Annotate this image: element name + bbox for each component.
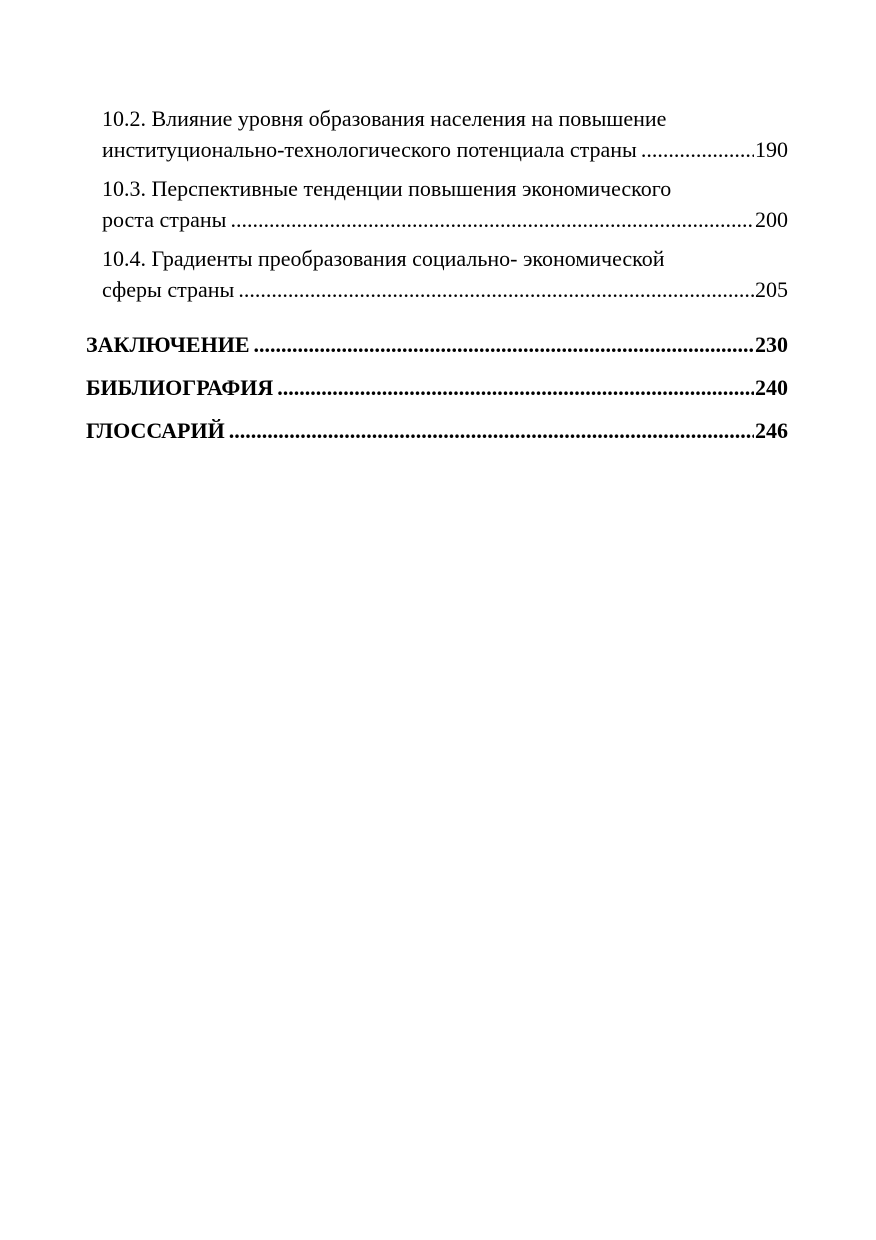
dot-leader [277,372,754,403]
toc-entry-10-2 [86,103,788,165]
dot-leader [254,329,755,360]
toc-entry-page-number: 200 [755,207,788,232]
dot-leader [238,274,754,305]
dot-leader [230,204,754,235]
toc-entry-leader-line [102,204,788,235]
toc-entry-title-line2: роста страны [102,207,227,232]
toc-entry-page-number: 240 [755,375,788,400]
toc-entry-10-4 [86,243,788,305]
dot-leader [229,415,754,446]
toc-entry-title-line1: 10.3. Перспективные тенденции повышения экономического [102,176,672,201]
toc-entry-glossary [86,415,788,446]
toc-entry-leader-line [102,134,788,165]
toc-entry-10-3 [86,173,788,235]
dot-leader [641,134,754,165]
toc-entry-title-line2: сферы страны [102,277,235,302]
toc-entry-title: ГЛОССАРИЙ [86,418,225,443]
toc-entry-title-line1: 10.4. Градиенты преобразования социально- экономической [102,246,665,271]
toc-entry-page-number: 230 [755,332,788,357]
toc-entry-bibliography [86,372,788,403]
toc-entry-page-number: 205 [755,277,788,302]
table-of-contents [86,103,788,446]
toc-entry-page-number: 246 [755,418,788,443]
toc-entry-conclusion [86,329,788,360]
toc-entry-leader-line [102,274,788,305]
toc-entry-title: ЗАКЛЮЧЕНИЕ [86,332,250,357]
toc-entry-title: БИБЛИОГРАФИЯ [86,375,274,400]
toc-entry-title-line1: 10.2. Влияние уровня образования населения на повышение [102,106,667,131]
toc-entry-page-number: 190 [755,137,788,162]
toc-entry-title-line2: институционально-технологического потенциала страны [102,137,637,162]
